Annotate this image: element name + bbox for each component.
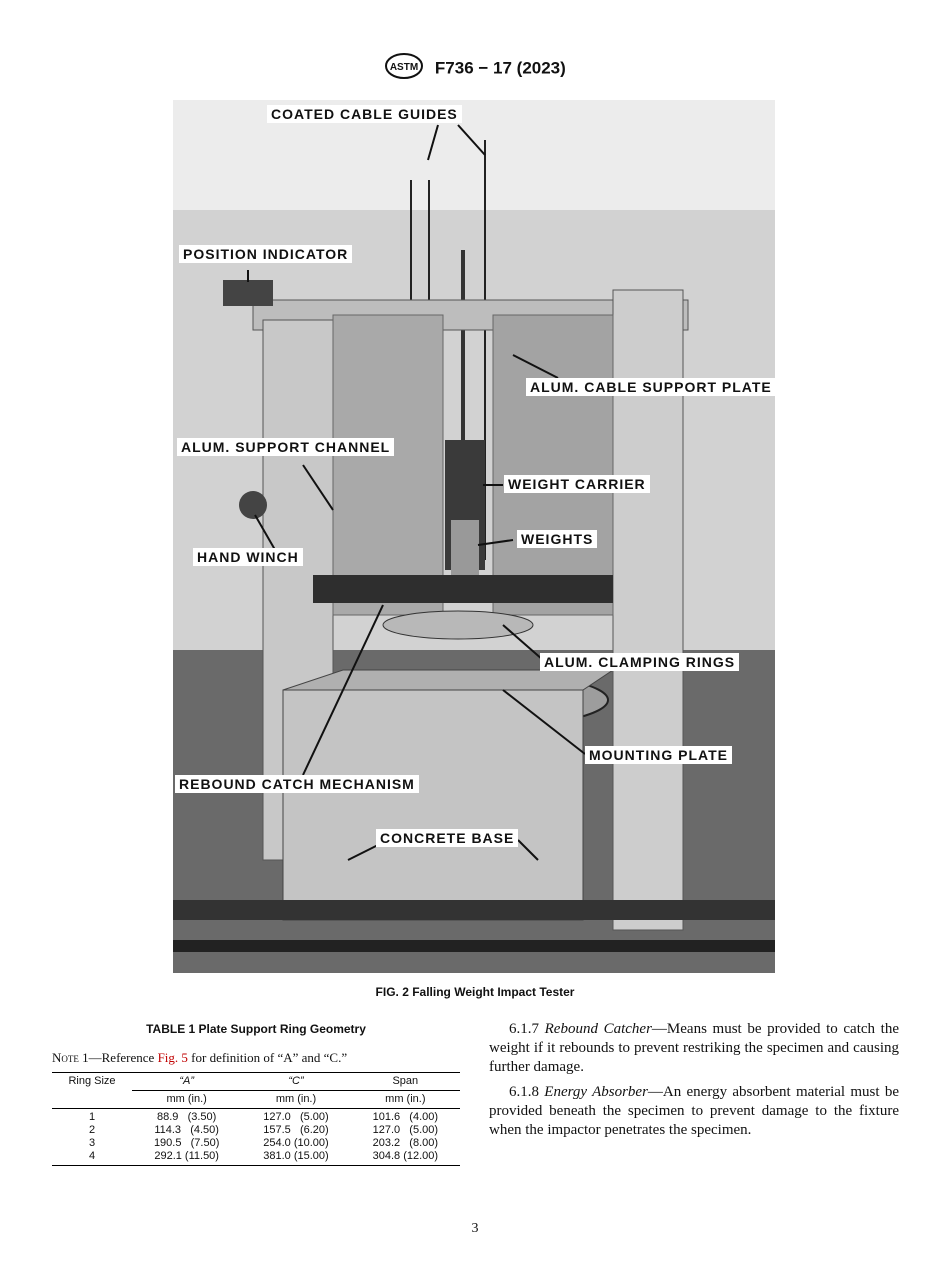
label-alum-clamping-rings: ALUM. CLAMPING RINGS [540, 653, 739, 671]
section-text: —Means must be provided to catch the weight if it rebounds to prevent restriking the specimen and causing further damage. [489, 1021, 899, 1075]
cell-c: 127.0 (5.00) [263, 1111, 329, 1123]
cell-span: 101.6 (4.00) [372, 1111, 439, 1123]
section-6-1-8 [489, 1083, 899, 1140]
col-header-ring-size: Ring Size [52, 1073, 132, 1091]
table-row [52, 1124, 460, 1137]
cell-a: 190.5 (7.50) [153, 1137, 220, 1149]
astm-logo-icon [384, 52, 424, 85]
label-mounting-plate: MOUNTING PLATE [585, 746, 732, 764]
label-weights: WEIGHTS [517, 530, 597, 548]
table-note [52, 1050, 460, 1066]
cell-ring-size: 1 [88, 1111, 96, 1123]
col-header-a: “A” [132, 1073, 241, 1091]
label-position-indicator: POSITION INDICATOR [179, 245, 352, 263]
cell-a: 292.1 (11.50) [132, 1150, 241, 1166]
falling-weight-impact-tester-photo [173, 100, 775, 973]
cell-c: 254.0 (10.00) [263, 1137, 329, 1149]
section-number: 6.1.7 [509, 1021, 539, 1037]
note-suffix: for definition of “A” and “C.” [187, 1050, 348, 1065]
cell-a: 114.3 (4.50) [154, 1124, 219, 1136]
cell-span: 203.2 (8.00) [372, 1137, 439, 1149]
cell-c: 381.0 (15.00) [241, 1150, 350, 1166]
section-6-1-7 [489, 1020, 899, 1077]
table-row [52, 1109, 460, 1125]
table-title: TABLE 1 Plate Support Ring Geometry [146, 1022, 366, 1036]
cell-ring-size: 2 [88, 1124, 96, 1136]
label-hand-winch: HAND WINCH [193, 548, 303, 566]
table-row [52, 1137, 460, 1150]
label-concrete-base: CONCRETE BASE [376, 829, 518, 847]
label-alum-cable-support-plate: ALUM. CABLE SUPPORT PLATE [526, 378, 775, 396]
label-alum-support-channel: ALUM. SUPPORT CHANNEL [177, 438, 394, 456]
figure-caption: FIG. 2 Falling Weight Impact Tester [375, 985, 575, 999]
section-number: 6.1.8 [509, 1084, 539, 1100]
col-unit-c: mm (in.) [241, 1091, 350, 1109]
page-header [0, 52, 950, 85]
body-text-column [489, 1020, 899, 1146]
cell-a: 88.9 (3.50) [157, 1111, 217, 1123]
page-number: 3 [471, 1221, 479, 1236]
label-coated-cable-guides: COATED CABLE GUIDES [267, 105, 462, 123]
label-rebound-catch-mechanism: REBOUND CATCH MECHANISM [175, 775, 419, 793]
col-unit-blank [52, 1091, 132, 1109]
label-weight-carrier: WEIGHT CARRIER [504, 475, 650, 493]
col-header-span: Span [351, 1073, 460, 1091]
ring-geometry-table [52, 1072, 460, 1166]
cell-ring-size: 4 [52, 1150, 132, 1166]
section-term: Energy Absorber [544, 1084, 648, 1100]
note-body: 1—Reference [78, 1050, 158, 1065]
table-1 [52, 1022, 460, 1166]
section-term: Rebound Catcher [544, 1021, 652, 1037]
note-figure-link[interactable]: Fig. 5 [157, 1050, 188, 1065]
cell-ring-size: 3 [88, 1137, 96, 1149]
cell-c: 157.5 (6.20) [263, 1124, 329, 1136]
document-designation: F736 − 17 (2023) [434, 58, 566, 78]
col-header-c: “C” [241, 1073, 350, 1091]
svg-text:ASTM: ASTM [390, 62, 419, 73]
note-prefix: Note [52, 1050, 79, 1065]
table-row [52, 1150, 460, 1166]
col-unit-a: mm (in.) [132, 1091, 241, 1109]
col-unit-span: mm (in.) [351, 1091, 460, 1109]
section-text: —An energy absorbent material must be provided beneath the specimen to prevent damage to the fixture when the impactor penetrates the specimen. [489, 1084, 900, 1138]
cell-span: 127.0 (5.00) [372, 1124, 439, 1136]
cell-span: 304.8 (12.00) [351, 1150, 460, 1166]
